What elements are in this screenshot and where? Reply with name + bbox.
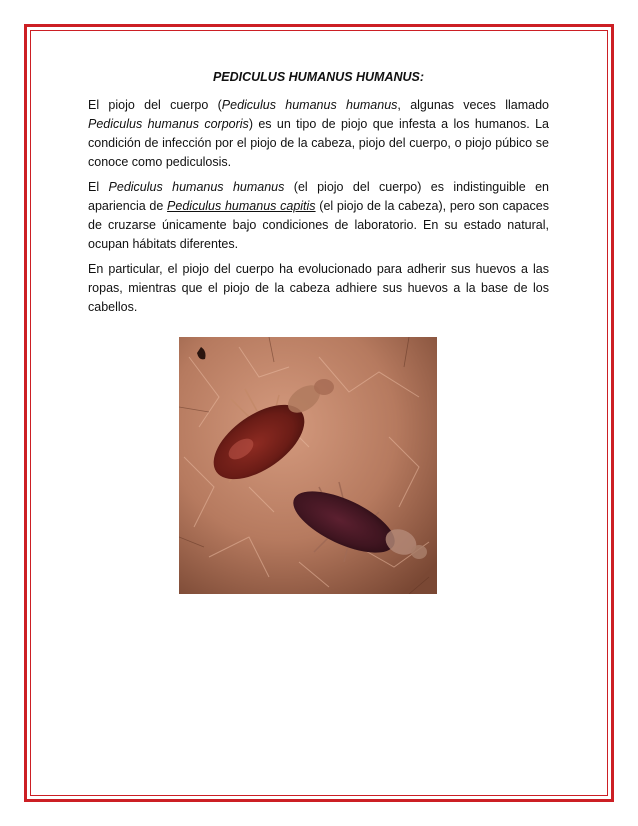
paragraph-1-italic-2: Pediculus humanus corporis xyxy=(88,117,249,131)
paragraph-3: En particular, el piojo del cuerpo ha evolucionado para adherir sus huevos a las ropas, mientras que el piojo de la cabeza adhiere sus huevos a la base de los cabellos. xyxy=(88,262,549,314)
paragraph-1-text-1: El piojo del cuerpo ( xyxy=(88,98,222,112)
paragraph-2 xyxy=(88,178,549,254)
paragraph-1-text-3: ) es un tipo de piojo que infesta a los humanos. La condición de infección por el piojo de la cabeza, piojo del cuerpo, o piojo púbico se conoce como pediculosis. xyxy=(88,117,549,169)
paragraph-1-text-2: , algunas veces llamado xyxy=(397,98,549,112)
document-body xyxy=(88,70,549,323)
paragraph-2-text-2: (el piojo del cuerpo) es indistinguible en apariencia de xyxy=(88,180,549,213)
paragraph-2-text-1: El xyxy=(88,180,109,194)
paragraph-1-italic-1: Pediculus humanus humanus xyxy=(221,98,398,112)
body-louse-photo xyxy=(179,337,437,594)
document-title: PEDICULUS HUMANUS HUMANUS: xyxy=(212,70,425,84)
pediculus-capitis-link[interactable]: Pediculus humanus capitis xyxy=(167,199,316,213)
paragraph-1 xyxy=(88,96,549,172)
paragraph-2-text-3: (el piojo de la cabeza), pero son capaces de cruzarse únicamente bajo condiciones de laboratorio. En su estado natural, ocupan hábitats diferentes. xyxy=(88,199,550,251)
paragraph-2-italic-1: Pediculus humanus humanus xyxy=(108,180,285,194)
